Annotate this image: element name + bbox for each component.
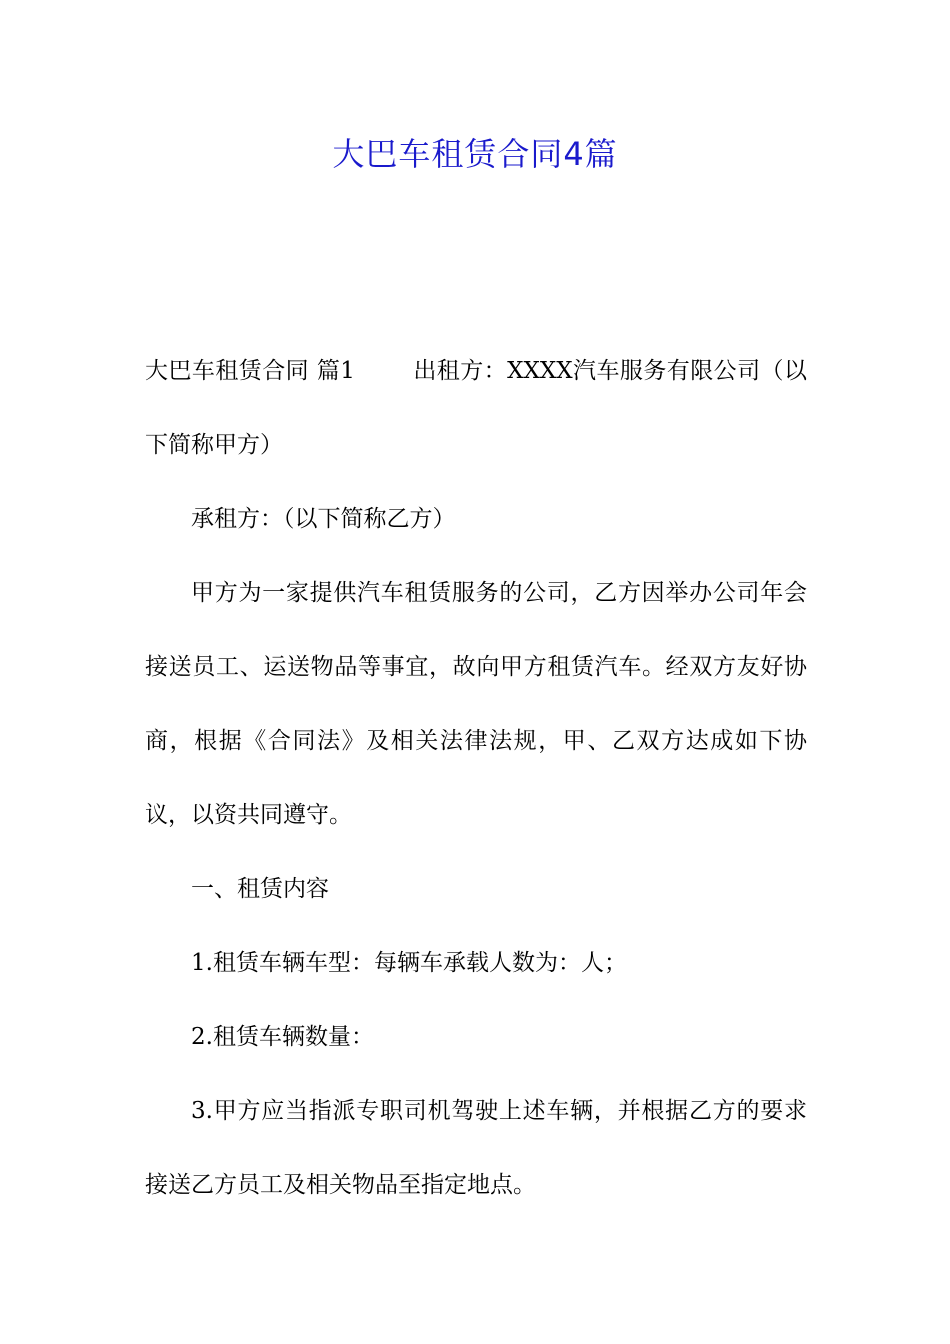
lessee-line: 承租方：（以下简称乙方） [191, 506, 456, 532]
document-title: 大巴车租赁合同4篇 [332, 135, 618, 173]
clause-vehicle-count: 2.租赁车辆数量： [191, 1024, 374, 1050]
contract-heading-paragraph [145, 334, 807, 482]
preamble-paragraph: 甲方为一家提供汽车租赁服务的公司，乙方因举办公司年会接送员工、运送物品等事宜，故向甲方租赁汽车。经双方友好协商，根据《合同法》及相关法律法规，甲、乙双方达成如下协议，以资共同遵守。 [145, 580, 807, 828]
clause-driver-assignment: 3.甲方应当指派专职司机驾驶上述车辆，并根据乙方的要求接送乙方员工及相关物品至指定地点。 [145, 1098, 807, 1198]
lessor-line: 出租方：XXXX汽车服务有限公司（以下简称甲方） [145, 358, 807, 458]
contract-section-heading: 大巴车租赁合同 篇1 [145, 358, 355, 384]
document-body [145, 334, 807, 1222]
clause-vehicle-type: 1.租赁车辆车型：每辆车承载人数为：人； [191, 950, 627, 976]
section-heading-rental-content: 一、租赁内容 [191, 876, 329, 902]
